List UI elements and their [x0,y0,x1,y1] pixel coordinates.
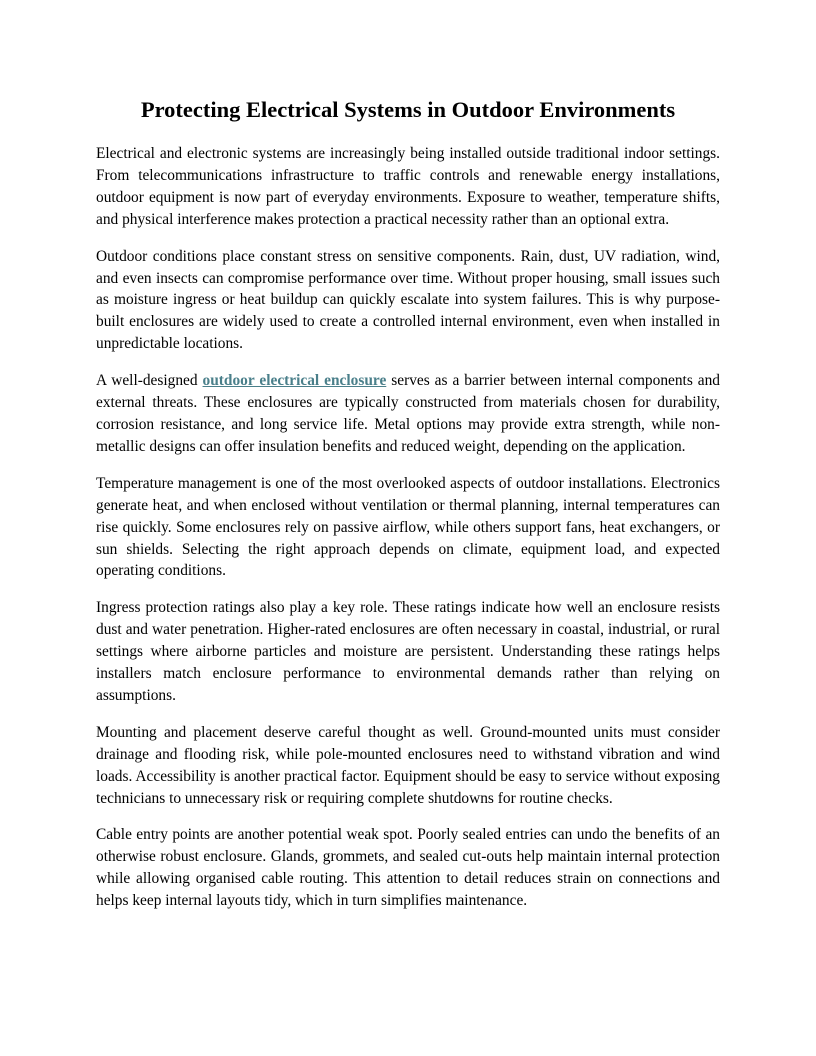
paragraph: Ingress protection ratings also play a key role. These ratings indicate how well an enclosure resists dust and water penetration. Higher-rated enclosures are often necessary in coastal, industrial, or rural settings where airborne particles and moisture are persistent. Understanding these ratings helps installers match enclosure performance to environmental demands rather than relying on assumptions. [96,599,720,704]
paragraph-text: serves as a barrier between internal components and external threats. These enclosures are typically constructed from materials chosen for durability, corrosion resistance, and long service life. Metal options may provide extra strength, while non-metallic designs can offer insulation benefits and reduced weight, depending on the application. [96,372,720,455]
paragraph: Electrical and electronic systems are increasingly being installed outside traditional indoor settings. From telecommunications infrastructure to traffic controls and renewable energy installations, outdoor equipment is now part of everyday environments. Exposure to weather, temperature shifts, and physical interference makes protection a practical necessity rather than an optional extra. [96,145,720,228]
paragraph: Temperature management is one of the most overlooked aspects of outdoor installations. Electronics generate heat, and when enclosed without ventilation or thermal planning, internal temperatures can rise quickly. Some enclosures rely on passive airflow, while others support fans, heat exchangers, or sun shields. Selecting the right approach depends on climate, equipment load, and expected operating conditions. [96,474,720,580]
outdoor-enclosure-link[interactable]: outdoor electrical enclosure [202,372,387,390]
paragraph [96,370,720,458]
paragraph: Cable entry points are another potential weak spot. Poorly sealed entries can undo the benefits of an otherwise robust enclosure. Glands, grommets, and sealed cut-outs help maintain internal protection while allowing organised cable routing. This attention to detail reduces strain on connections and helps keep internal layouts tidy, which in turn simplifies maintenance. [96,826,720,910]
paragraph: Mounting and placement deserve careful thought as well. Ground-mounted units must consider drainage and flooding risk, while pole-mounted enclosures need to withstand vibration and wind loads. Accessibility is another practical factor. Equipment should be easy to service without exposing technicians to unnecessary risk or requiring complete shutdowns for routine checks. [96,723,720,807]
page-title: Protecting Electrical Systems in Outdoor Environments [140,97,676,122]
paragraph: Outdoor conditions place constant stress on sensitive components. Rain, dust, UV radiation, wind, and even insects can compromise performance over time. Without proper housing, small issues such as moisture ingress or heat buildup can quickly escalate into system failures. This is why purpose-built enclosures are widely used to create a controlled internal environment, even when installed in unpredictable locations. [96,247,720,353]
paragraph-text: A well-designed [96,372,203,390]
document-body [96,143,720,927]
